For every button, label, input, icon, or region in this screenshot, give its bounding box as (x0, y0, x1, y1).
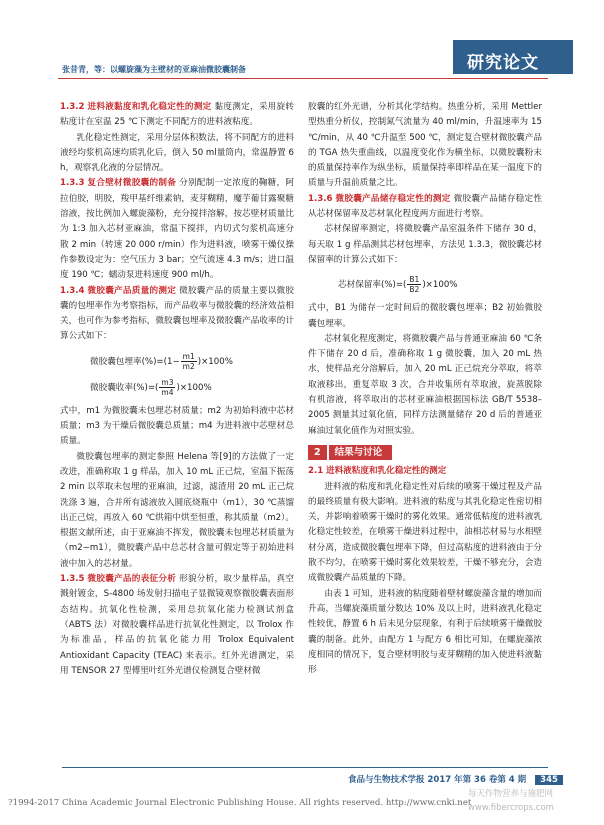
running-header: 张昔青，等：以螺旋藻为主壁材的亚麻油微胶囊制备 (62, 65, 246, 74)
paragraph: 黏度测定，采用旋转粘度计在室温 25 ℃下测定不同配方的进料液粘度。 (60, 102, 294, 128)
section-heading: 进料液粘度和乳化稳定性的测定 (325, 466, 447, 477)
fraction-denominator: m4 (161, 387, 174, 397)
paragraph: 胶囊的红外光谱，分析其化学结构。热重分析，采用 Mettler 型热重分析仪，控制氮气流量为 40 ml/min，升温速率为 15 ℃/min，从 40 ℃升温至 500 ℃，测定复合壁材微胶囊产品的 TGA 热失重曲线，以温度变化作为横坐标，以微胶囊粉末的质量保持率作为纵坐标，质量保持率即样品在某一温度下的质量与升温前质量之比。 (308, 102, 542, 189)
formula-part: ( (155, 382, 159, 393)
paragraph: 形貌分析，取少量样品，真空溅射镀金，S-4800 场发射扫描电子显微镜观察微胶囊表面形态结构。抗氧化性检测，采用总抗氧化能力检测试剂盒（ABTS 法）对微胶囊样品进行抗氧化性测定，以 Trolox 作为标准品，样品的抗氧化能力用 Trolox Equivalent Antioxidant Capacity (TEAC) 来表示。红外光谱测定，采用 TENSOR 27 型傅里叶红外光谱仪检测复合壁材微 (60, 574, 294, 676)
section-number: 2.1 (308, 466, 324, 477)
footer (348, 773, 563, 785)
section-1-3-2 (60, 100, 294, 131)
section-number: 1.3.2 (60, 102, 85, 112)
formula-part: )×100% (176, 382, 212, 393)
formula-label: 芯材保留率(%)= (338, 280, 404, 291)
section-1-3-3 (60, 176, 294, 283)
paragraph: 微胶囊产品储存稳定性从芯材保留率及芯材氧化程度两方面进行考察。 (308, 193, 542, 220)
section-number: 1.3.5 (60, 574, 85, 585)
section-heading: 结果与讨论 (329, 445, 393, 460)
section-number: 1.3.6 (308, 193, 333, 204)
fraction (407, 275, 421, 294)
fraction (159, 378, 175, 397)
journal-name: 食品与生物技术学报 (348, 775, 425, 785)
fraction-numerator: m1 (182, 351, 195, 361)
paragraph: 由表 1 可知，进料液的粘度随着壁材螺旋藻含量的增加而升高，当螺旋藻质量分数达 10% 及以上时，进料液乳化稳定性较优，静置 6 h 后未见分层现象，有利于后续喷雾干燥微胶囊的制备。此外，由配方 1 与配方 6 相比可知，在螺旋藻浓度相同的情况下，复合壁材明胶与麦芽糊精的加入使进料液黏形 (308, 588, 542, 676)
right-column (308, 100, 542, 678)
watermark: 每天作物营养与施肥网 www.fibercrops.com (468, 789, 554, 813)
left-column (60, 100, 294, 679)
paragraph: 芯材保留率测定，将微胶囊产品室温条件下储存 30 d，每天取 1 g 样品测其芯材包埋率，方法见 1.3.3，微胶囊芯材保留率的计算公式如下： (308, 224, 542, 265)
section-heading: 复合壁材微胶囊的制备 (87, 178, 177, 189)
section-1-3-6 (308, 192, 542, 223)
formula-label: 微胶囊收率(%)= (90, 382, 156, 393)
formula-part: (1− (163, 356, 180, 367)
section-number: 2 (308, 445, 327, 460)
paragraph: 乳化稳定性测定，采用分层体积数法，将不同配方的进料液经均浆机高速均质乳化后，倒入 50 ml量筒内，常温静置 6 h，观察乳化液的分层情况。 (60, 132, 294, 174)
footer-divider (62, 767, 548, 768)
fraction-denominator: B2 (409, 285, 420, 295)
paragraph: 微胶囊包埋率的测定参照 Helena 等[9]的方法做了一定改进，准确称取 1 g 样品，加入 10 mL 正己烷，室温下振荡 2 min 以萃取未包埋的亚麻油，过滤，滤渣用 20 mL 正己烷洗涤 3 遍，合并所有滤液放入圆底烧瓶中（m1），30 ℃蒸馏出正己烷，再放入 60 ℃烘箱中烘至恒重，称其质量（m2）。根据文献所述，由于亚麻油不挥发，微胶囊未包埋芯材质量为（m2−m1），微胶囊产品中总芯材含量可假定等于初始进料液中加入的芯材量。 (60, 451, 294, 569)
section-2-heading (308, 445, 542, 460)
issue-info: 2017 年第 36 卷第 4 期 (427, 775, 527, 785)
fraction-numerator: m3 (161, 377, 174, 387)
paragraph: 式中，m1 为微胶囊未包埋芯材质量；m2 为初始料液中芯材质量；m3 为干燥后微胶囊总质量；m4 为进料液中芯壁材总质量。 (60, 405, 294, 447)
section-number: 1.3.3 (60, 178, 85, 189)
fraction-denominator: m2 (182, 361, 195, 371)
paragraph: 式中，B1 为储存一定时间后的微胶囊包埋率；B2 初始微胶囊包埋率。 (308, 303, 542, 329)
section-tab (453, 40, 573, 74)
paragraph: 分别配制一定浓度的鞠糖，阿拉伯胶，明胶，羧甲基纤维素钠，麦芽糊精，魔芋葡甘露聚糖溶液，按比例加入螺旋藻粉，充分搅拌溶解，按芯壁材质量比为 1:3 加入芯材亚麻油，常温下搅拌，内切式匀浆机高速分散 2 min（转速 20 000 r/min）作为进料液，喷雾干燥仪操作参数设定为：空气压力 3 bar；空气流速 4.3 m/s；进口温度 190 ℃；蠕动泵进料速度 900 ml/h。 (60, 178, 294, 281)
section-heading: 微胶囊产品的表征分析 (87, 574, 177, 585)
paragraph: 微胶囊产品的质量主要以微胶囊的包埋率作为考察指标，而产品收率与微胶囊的经济效益相关，也可作为参考指标，微胶囊包埋率及微胶囊产品收率的计算公式如下： (60, 285, 294, 342)
section-heading: 微胶囊产品储存稳定性的测定 (335, 193, 451, 204)
fraction (181, 352, 197, 371)
section-1-3-5 (60, 572, 294, 679)
formula-part: )×100% (197, 356, 233, 367)
section-1-3-4 (60, 284, 294, 345)
copyright-line: ?1994-2017 China Academic Journal Electronic Publishing House. All rights reserved. http://www.cnki.net (8, 798, 472, 808)
formula-part: )×100% (422, 280, 458, 291)
formula-label: 微胶囊包埋率(%)= (90, 356, 164, 367)
header-divider (58, 78, 548, 79)
formula-part: ( (403, 280, 407, 291)
section-2-1 (308, 464, 542, 479)
section-heading: 进料液黏度和乳化稳定性的测定 (87, 102, 212, 112)
paragraph: 进料液的粘度和乳化稳定性对后续的喷雾干燥过程及产品的最终质量有极大影响。进料液的粘度与其乳化稳定性密切相关，并影响着喷雾干燥时的雾化效果。通常低粘度的进料液乳化稳定性较差，在喷雾干燥进料过程中，油相芯材易与水相壁材分离，造成微胶囊包埋率下降，但过高粘度的进料液由于分散不均匀，在喷雾干燥时雾化效果较差，干燥不够充分，会造成微胶囊产品质量的下降。 (308, 481, 542, 584)
formula-retention-rate (308, 275, 542, 294)
section-number: 1.3.4 (60, 285, 85, 296)
formula-encapsulation-rate (60, 352, 294, 371)
page-number: 345 (535, 775, 563, 785)
paragraph: 芯材氧化程度测定，将微胶囊产品与普通亚麻油 60 ℃条件下储存 20 d 后，准确称取 1 g 微胶囊，加入 20 mL 热水，使样品充分溶解后，加入 20 mL 正己烷充分萃取，将萃取液移出，重复萃取 3 次，合并收集所有萃取液，旋蒸脱除有机溶液，将萃取出的芯材亚麻油根据国标法 GB/T 5538–2005 测量其过氧化值，同样方法测量储存 20 d 后的普通亚麻油过氧化值作为对照实验。 (308, 333, 542, 436)
section-tab-label: 研究论文 (467, 53, 539, 73)
section-heading: 微胶囊产品质量的测定 (87, 285, 177, 296)
formula-yield (60, 378, 294, 397)
fraction-numerator: B1 (409, 275, 420, 285)
